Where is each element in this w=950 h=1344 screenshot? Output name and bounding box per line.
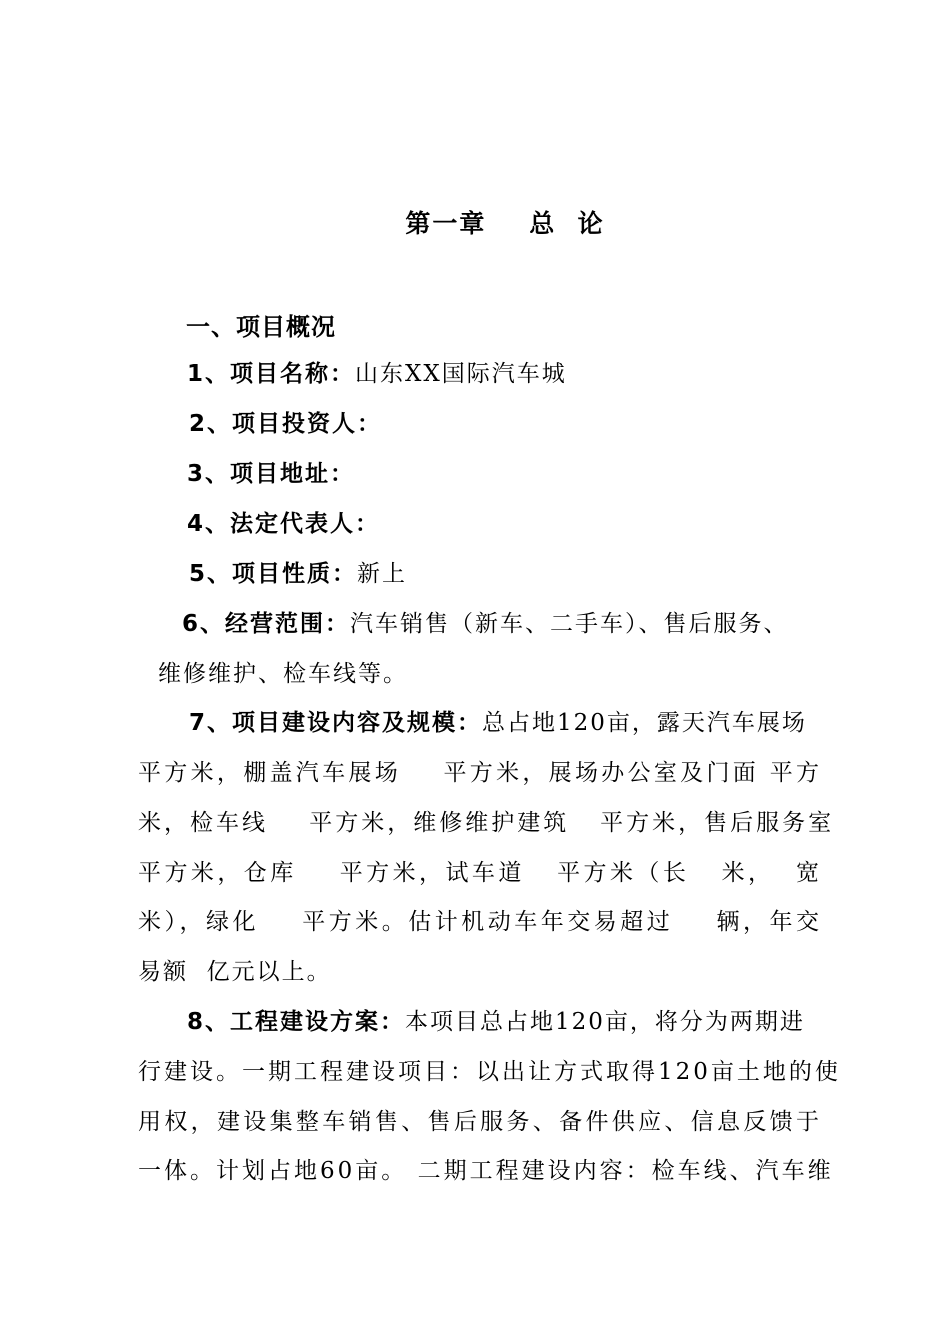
chapter-title: 第一章 总 论 — [405, 209, 605, 238]
para8-first: 本项目总占地120亩，将分为两期进 — [405, 1009, 805, 1035]
para8-line: 用权，建设集整车销售、售后服务、备件供应、信息反馈于 — [138, 1109, 822, 1135]
item-value: 汽车销售（新车、二手车）、售后服务、 — [350, 611, 789, 637]
item-label: 2、项目投资人： — [189, 411, 383, 437]
item-scope-cont — [158, 657, 408, 691]
item-value: 维修维护、检车线等。 — [158, 661, 408, 687]
item-value: 山东XX国际汽车城 — [355, 361, 567, 387]
para7-line: 平方米，棚盖汽车展场 平方米，展场办公室及门面 平方 — [138, 760, 822, 786]
item-label: 1、项目名称： — [187, 361, 356, 387]
item-label: 5、项目性质： — [189, 561, 358, 587]
para7-line: 易额 亿元以上。 — [138, 959, 332, 985]
item-investor — [189, 407, 382, 441]
item-scope — [182, 607, 789, 641]
item-legal-rep — [187, 507, 380, 541]
item-address — [187, 457, 355, 491]
para7-first: 总占地120亩，露天汽车展场 — [482, 710, 807, 736]
para8-first-line — [187, 1005, 805, 1039]
item-nature — [189, 557, 407, 591]
item-project-name — [187, 357, 567, 391]
item-label: 6、经营范围： — [182, 611, 351, 637]
item-label: 4、法定代表人： — [187, 511, 381, 537]
section-heading: 一、项目概况 — [186, 313, 336, 341]
para7-line: 平方米，仓库 平方米，试车道 平方米（长 米， 宽 — [138, 860, 822, 886]
item-value: 新上 — [357, 561, 408, 587]
item-label: 3、项目地址： — [187, 461, 356, 487]
para8-line: 行建设。一期工程建设项目：以出让方式取得120亩土地的使 — [138, 1059, 841, 1085]
para7-line: 米，检车线 平方米，维修维护建筑 平方米，售后服务室 — [138, 810, 835, 836]
para7-label: 7、项目建设内容及规模： — [189, 710, 483, 736]
para7-line: 米），绿化 平方米。估计机动车年交易超过 辆，年交 — [138, 909, 822, 935]
para8-line: 一体。计划占地60亩。 二期工程建设内容：检车线、汽车维 — [138, 1158, 834, 1184]
para8-label: 8、工程建设方案： — [187, 1009, 406, 1035]
para7-first-line — [189, 706, 807, 740]
